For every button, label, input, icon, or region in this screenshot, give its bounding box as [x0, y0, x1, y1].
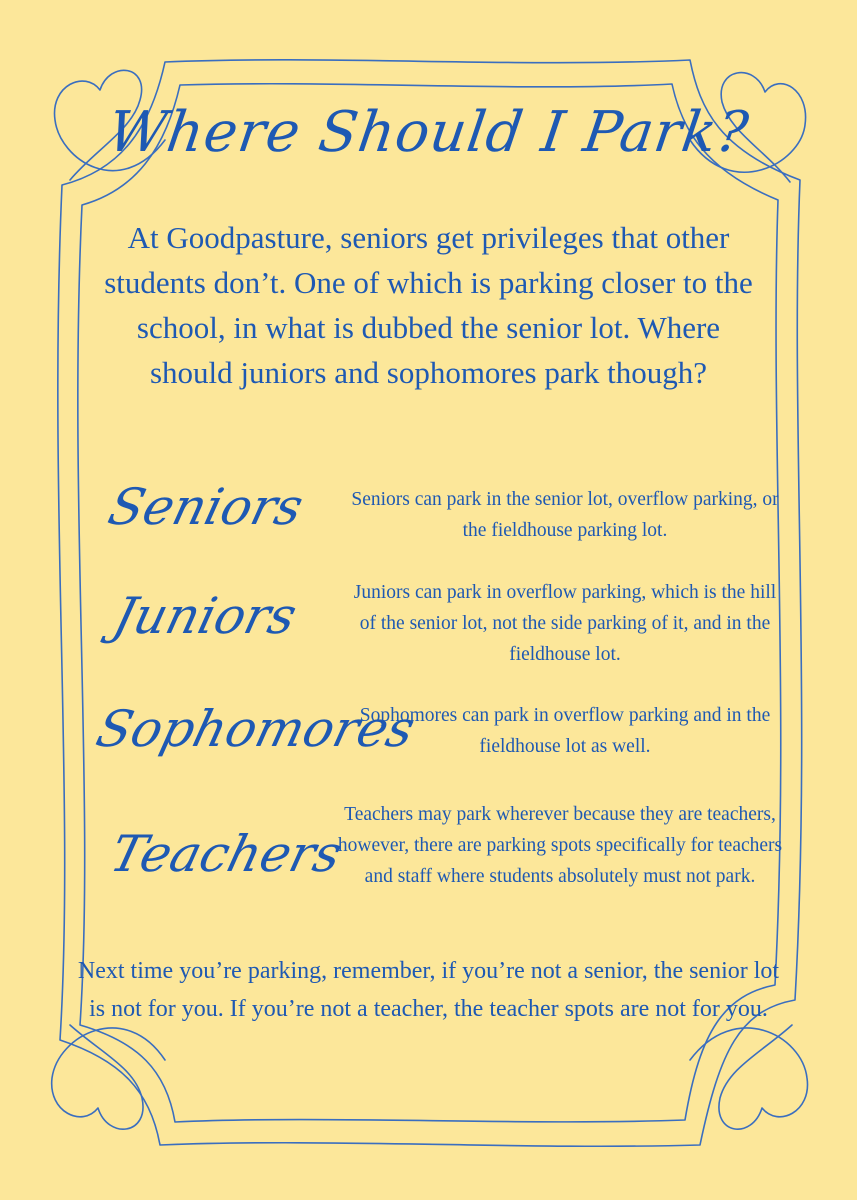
role-row-teachers — [90, 795, 790, 925]
role-description-teachers: Teachers may park wherever because they are teachers, however, there are parking spots specifically for teachers and staff where students absolutely must not park. — [337, 804, 783, 887]
role-row-seniors — [90, 470, 790, 560]
role-name-teachers: Teachers — [104, 825, 348, 883]
intro-paragraph: At Goodpasture, seniors get privileges that other students don’t. One of which is parking closer to the school, in what is dubbed the senior lot. Where should juniors and sophomores park though? — [104, 220, 753, 390]
role-row-juniors — [90, 575, 790, 675]
role-description-juniors: Juniors can park in overflow parking, which is the hill of the senior lot, not the side parking of it, and in the fieldhouse lot. — [353, 582, 777, 665]
role-description-sophomores: Sophomores can park in overflow parking and in the fieldhouse lot as well. — [359, 705, 771, 757]
role-description-seniors: Seniors can park in the senior lot, overflow parking, or the fieldhouse parking lot. — [351, 489, 779, 541]
role-name-sophomores: Sophomores — [90, 700, 421, 758]
closing-paragraph: Next time you’re parking, remember, if you’re not a senior, the senior lot is not for you. If you’re not a teacher, the teacher spots are not for you. — [77, 958, 780, 1022]
role-name-seniors: Seniors — [102, 478, 309, 536]
role-name-juniors: Juniors — [107, 587, 303, 645]
role-row-sophomores — [90, 690, 790, 780]
page-title: Where Should I Park? — [104, 100, 753, 165]
